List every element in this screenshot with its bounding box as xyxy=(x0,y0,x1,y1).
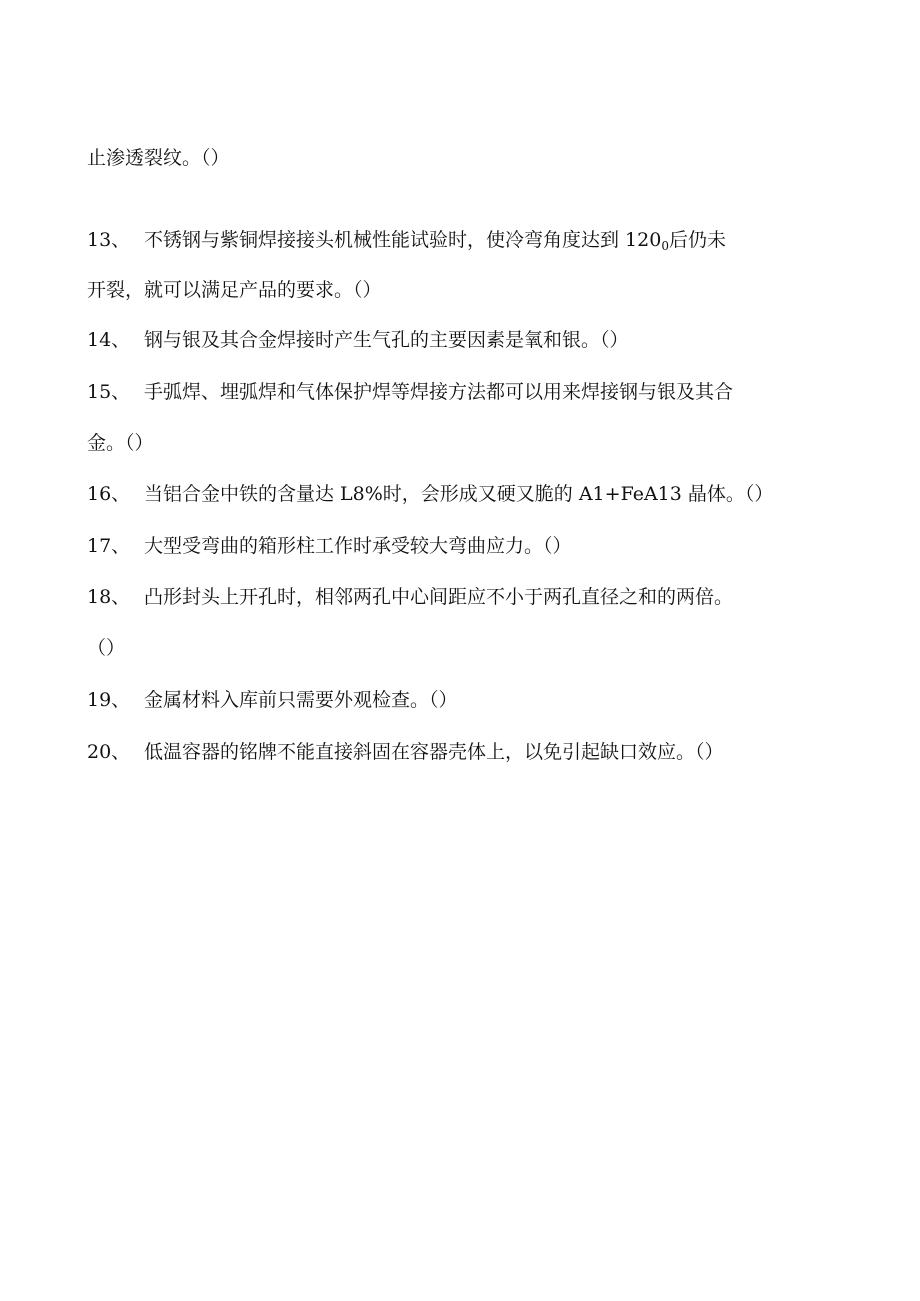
question-15-continuation xyxy=(87,431,154,455)
question-14 xyxy=(87,328,629,352)
question-text: 手弧焊、埋弧焊和气体保护焊等焊接方法都可以用来焊接钢与银及其合 xyxy=(144,381,734,403)
question-text: 开裂，就可以满足产品的要求。（） xyxy=(87,279,382,301)
question-text: 凸形封头上开孔时，相邻两孔中心间距应不小于两孔直径之和的两倍。 xyxy=(144,586,734,608)
question-text: 钢与银及其合金焊接时产生气孔的主要因素是氧和银。（） xyxy=(144,329,629,351)
question-number: 17、 xyxy=(87,535,131,557)
question-text: 当铝合金中铁的含量达 L8%时，会形成又硬又脆的 A1+FeA13 晶体。（） xyxy=(144,483,774,505)
question-text: 止渗透裂纹。（） xyxy=(87,147,230,169)
question-number: 14、 xyxy=(87,329,131,351)
question-number: 20、 xyxy=(87,741,131,763)
question-17 xyxy=(87,534,572,558)
question-20 xyxy=(87,740,724,764)
question-19 xyxy=(87,688,458,712)
question-18-continuation xyxy=(87,636,125,660)
question-text: 金。（） xyxy=(87,432,154,454)
question-number: 18、 xyxy=(87,586,131,608)
subscript: 0 xyxy=(661,239,669,253)
question-text: 低温容器的铭牌不能直接斜固在容器壳体上，以免引起缺口效应。（） xyxy=(144,741,724,763)
question-18 xyxy=(87,585,733,609)
question-number: 15、 xyxy=(87,381,131,403)
question-number: 13、 xyxy=(87,229,131,251)
question-text: 不锈钢与紫铜焊接接头机械性能试验时，使冷弯角度达到 120 xyxy=(144,229,662,251)
question-12-continuation xyxy=(87,146,230,170)
question-number: 16、 xyxy=(87,483,131,505)
question-text: （） xyxy=(87,637,126,659)
question-number: 19、 xyxy=(87,689,131,711)
question-13 xyxy=(87,228,726,258)
question-15 xyxy=(87,380,733,404)
question-16 xyxy=(87,482,773,506)
question-text: 大型受弯曲的箱形柱工作时承受较大弯曲应力。（） xyxy=(144,535,572,557)
question-text: 后仍未 xyxy=(668,229,726,251)
question-text: 金属材料入库前只需要外观检查。（） xyxy=(144,689,458,711)
question-13-continuation xyxy=(87,278,382,302)
